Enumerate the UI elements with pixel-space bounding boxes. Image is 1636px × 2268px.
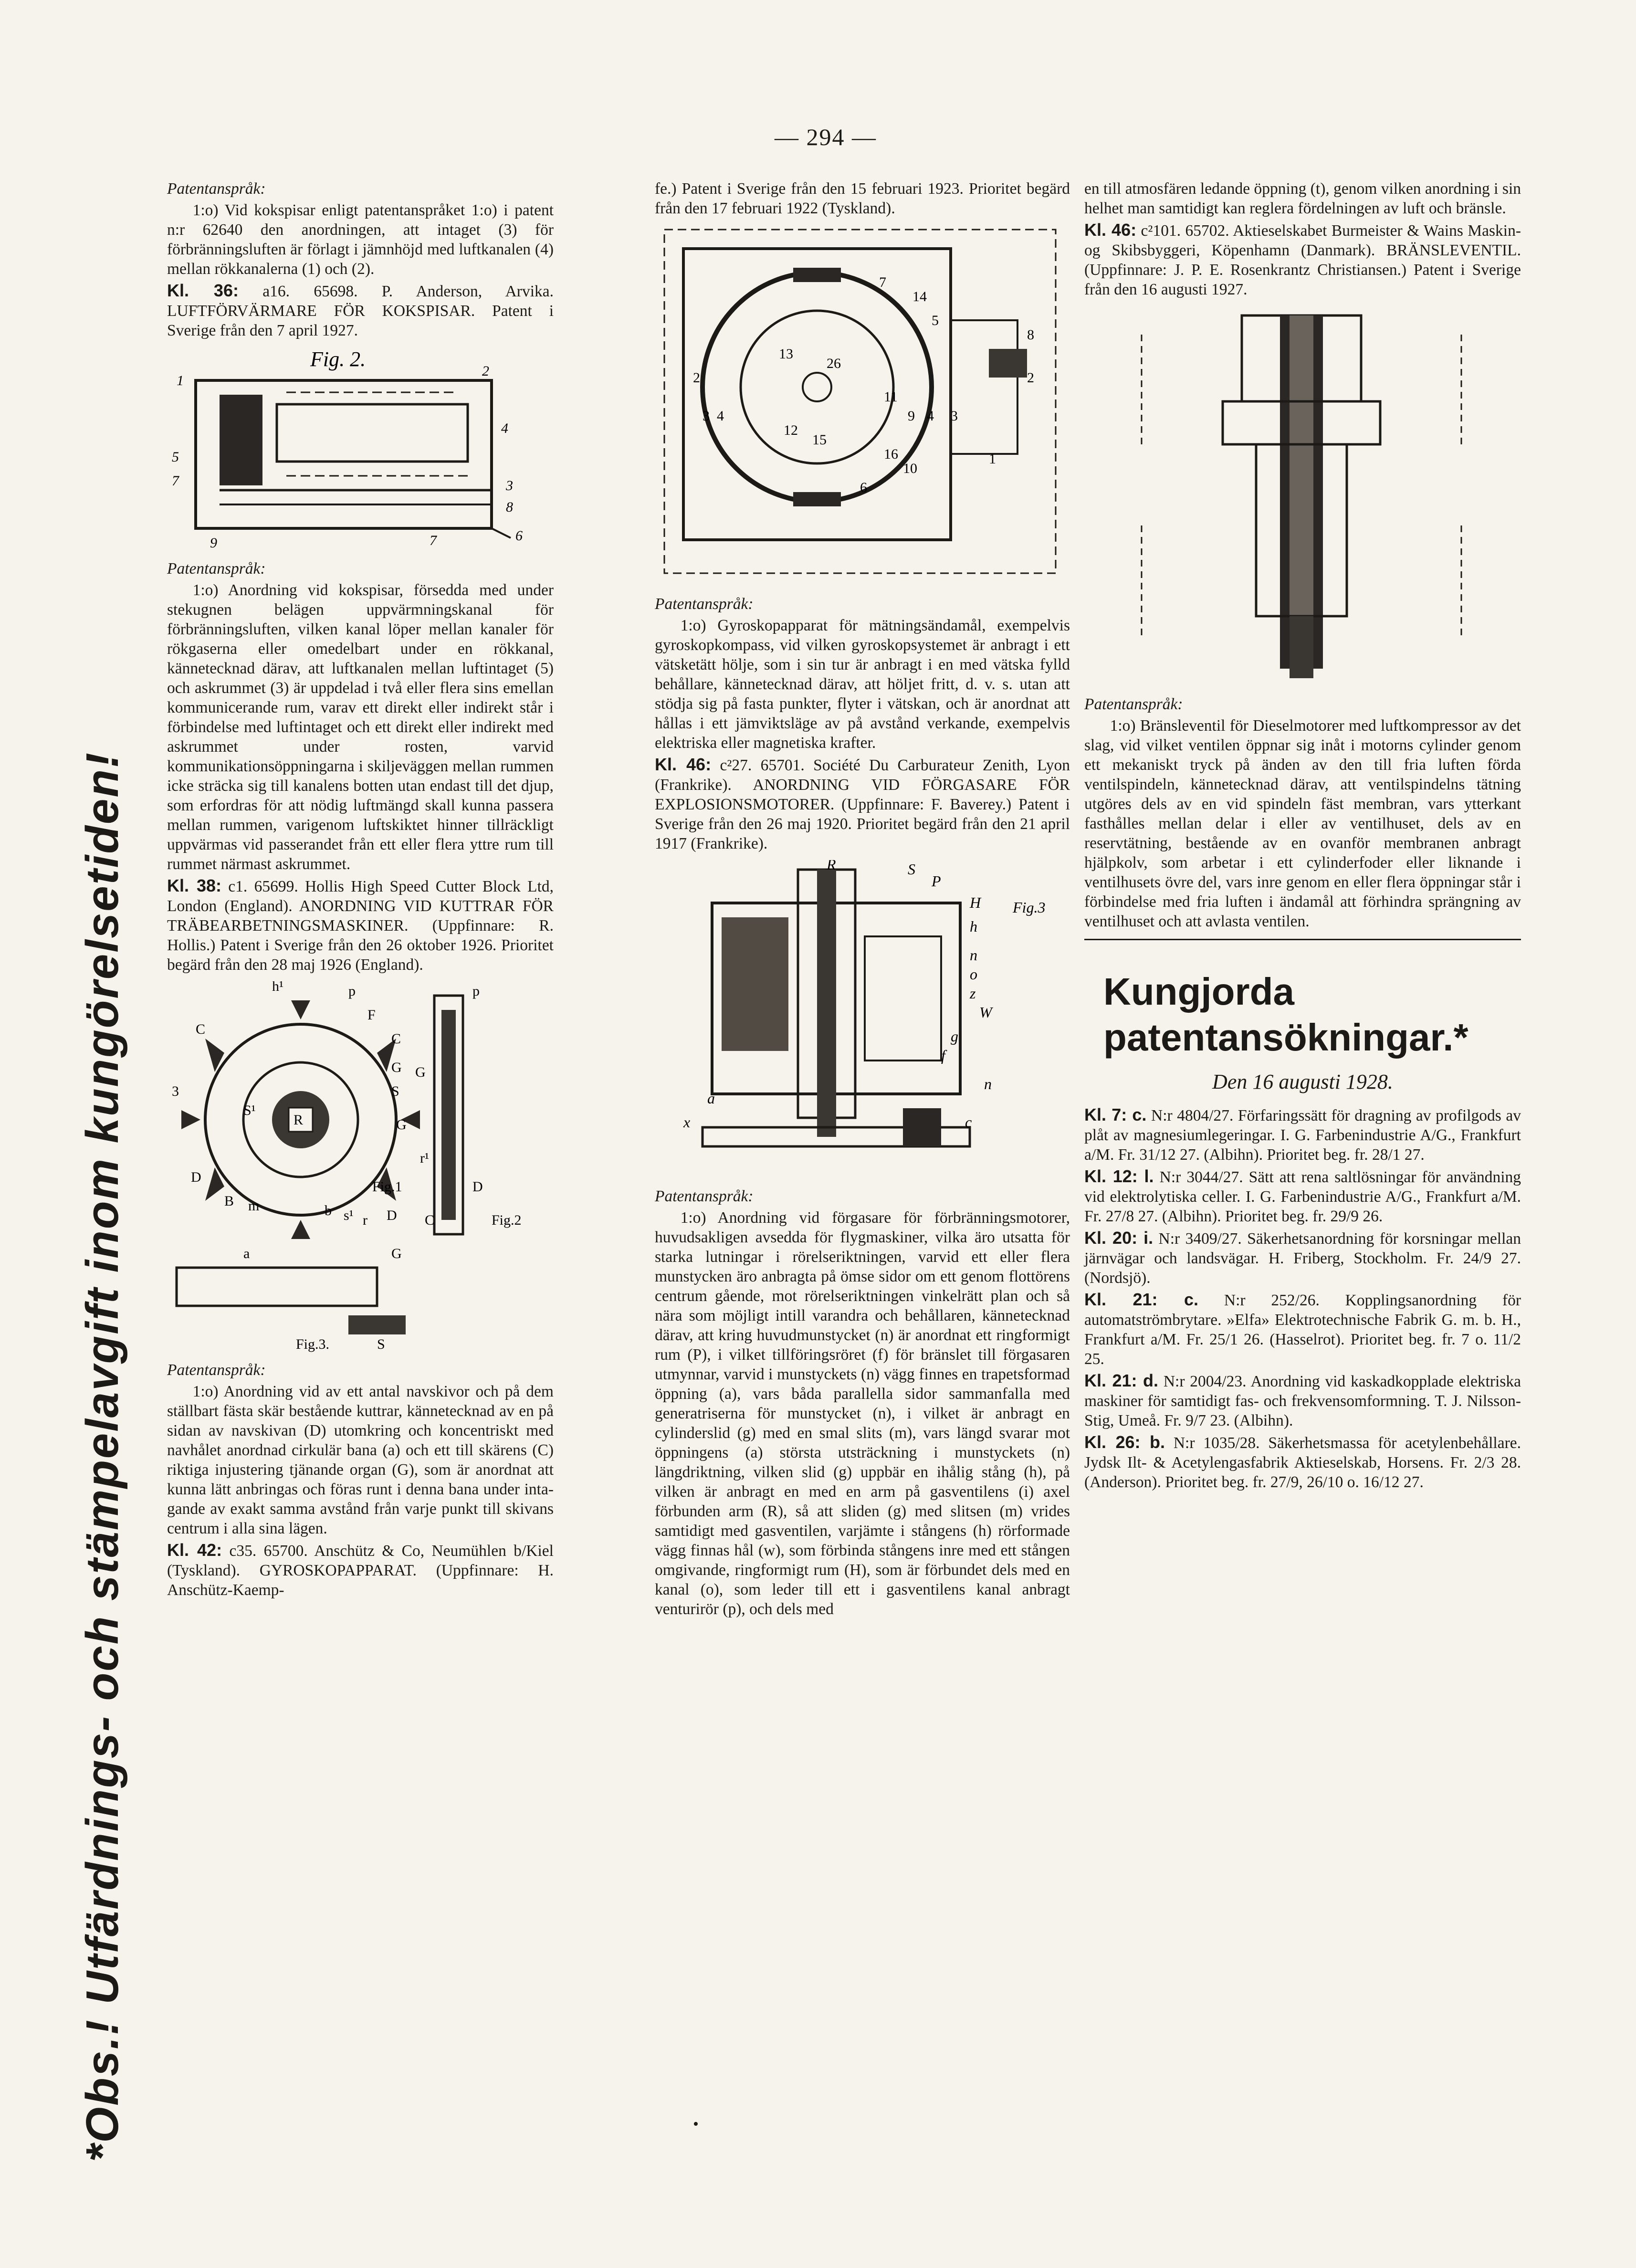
fig-label: 8	[506, 499, 513, 515]
fig-label: b	[325, 1203, 332, 1218]
entry-text: c²101. 65702. Aktieselskabet Burmeister & Wains Maskin- og Skibsbyggeri, Köpenhamn (Danmark). BRÄNSLEVENTIL. (Uppfinnare: J. P. E. Rosenkrantz Christiansen.) Patent i Sverige från den 16 augusti 1927.	[1084, 222, 1521, 298]
patent-entry-38	[167, 876, 554, 975]
page-number: — 294 —	[775, 124, 877, 150]
entry-text: c1. 65699. Hollis High Speed Cutter Block Ltd, London (England). ANORDNING VID KUTTRAR FÖR TRÄBEARBETNINGSMASKINER. (Uppfinnare: R. Hollis.) Patent i Sverige från den 26 oktober 1926. Prioritet begärd från den 28 maj 1926 (England).	[167, 878, 554, 974]
fig-label: h	[970, 918, 977, 935]
fig-label: 3	[703, 408, 710, 424]
application-text: N:r 3409/27. Säkerhetsanordning för korsningar mellan järnvägar och landsvägar. H. Friberg, Stockholm. Fr. 24/9 27. (Nordsjö).	[1084, 1230, 1521, 1287]
fig-label: C	[425, 1212, 435, 1228]
fig-label: Fig.1	[372, 1179, 402, 1195]
fig-label: x	[683, 1113, 691, 1131]
fig-label: 12	[784, 422, 798, 438]
fig-label: 1	[989, 451, 996, 467]
application-item	[1084, 1371, 1521, 1430]
fig-label: 5	[172, 449, 179, 465]
figure-carburettor	[655, 860, 1070, 1180]
fig-label: h¹	[272, 981, 283, 994]
fig-label: z	[970, 985, 976, 1002]
fig-label: 3	[506, 478, 513, 494]
fig-label: 9	[908, 408, 915, 424]
section-divider	[1084, 939, 1521, 940]
application-text: N:r 2004/23. Anordning vid kaskadkopplade elektriska maskiner för samtidigt fas- och frekvensomformning. T. J. Nilsson-Stig, Umeå. Fr. 9/7 23. (Albihn).	[1084, 1373, 1521, 1429]
class-label: Kl. 21: d.	[1084, 1371, 1158, 1390]
claim-heading: Patentanspråk:	[167, 180, 266, 198]
sidebar	[26, 115, 126, 2167]
fig-label: 6	[515, 528, 523, 544]
figure-fuel-valve	[1084, 306, 1521, 688]
fig-label: 7	[172, 473, 179, 489]
fig-label: a	[707, 1090, 715, 1107]
fig-label: 4	[501, 420, 508, 436]
fig-label: 8	[1027, 327, 1034, 343]
application-item	[1084, 1105, 1521, 1165]
claim-heading: Patentanspråk:	[167, 1361, 266, 1379]
fig-label: P	[932, 872, 941, 890]
class-label: Kl. 7: c.	[1084, 1105, 1147, 1124]
fig-label: S	[391, 1083, 399, 1099]
fig-label: S	[377, 1336, 385, 1352]
claim-text: 1:o) Vid kokspisar enligt patentanspråket 1:o) i patent n:r 62640 den anordningen, att intaget (3) för förbränningsluften är förlagt i jämnhöjd med luftkanalen (4) mellan rökkanalerna (1) och (2).	[167, 201, 554, 278]
class-label: Kl. 46:	[1084, 220, 1137, 240]
class-label: Kl. 42:	[167, 1540, 222, 1560]
patent-entry-46	[655, 755, 1070, 853]
class-label: Kl. 36:	[167, 281, 239, 300]
fig-label: C	[391, 1031, 401, 1047]
fig-label: 13	[779, 346, 793, 362]
fig-label: r¹	[420, 1150, 429, 1166]
fig-label: g	[951, 1028, 958, 1045]
patent-entry-42	[167, 1540, 554, 1600]
class-label: Kl. 26: b.	[1084, 1432, 1165, 1452]
fig-label: n	[970, 946, 977, 964]
fig-label: 10	[903, 461, 917, 476]
application-item	[1084, 1290, 1521, 1369]
class-label: Kl. 46:	[655, 755, 712, 774]
fig-label: S¹	[243, 1102, 256, 1118]
figure-air-heater	[167, 347, 554, 552]
fig-label: D	[387, 1208, 397, 1223]
claim-text: 1:o) Bränsleventil för Dieselmotorer med luftkompressor av det slag, vid vilket ventilen öppnar sig inåt i motorns cylinder genom ett mekaniskt tryck på änden av den till fria luften förda ventilspindeln, kännetecknad därav, att ventilspindelns tätning utgöres dels av en vid spindeln fäst membran, vars ytterkant fasthålles mellan delar i eller av ventilhuset, dels av en reservtätning, bestående av en ovanför membranen anbragt hjälpkolv, som arbetar i ett cylinderfoder eller liknande i ventilhusets övre del, vars inre genom en eller flera öppningar står i förbindelse med fria luften i ändamål att förhindra sprängning av ventilhuset och att avlasta ventilen.	[1084, 717, 1521, 930]
fig-label: f	[941, 1047, 945, 1064]
fig-label: 6	[860, 480, 867, 495]
fig-label: Fig.3.	[296, 1336, 330, 1352]
fig-label: G	[391, 1246, 402, 1261]
claim-heading: Patentanspråk:	[1084, 695, 1183, 713]
figure-cutter	[167, 981, 554, 1354]
fig-label: p	[348, 983, 356, 999]
fig-label: 2	[482, 363, 489, 379]
figure-gyroscope	[655, 225, 1070, 588]
claim-text: 1:o) Anordning vid av ett antal navskivor och på dem ställbart fästa skär bestående kuttrar, kännetecknad av en på sidan av navskivan (D) utomkring och koncentriskt med navhålet anordnad cirkulär bana (a) och ett till skärens (C) riktiga injustering tjänande organ (G), som är anordnat att kunna lätt anbringas och föras runt i denna bana under intagande av exakt samma avstånd från varje punkt till skivans centrum i alla sina lägen.	[167, 1383, 554, 1537]
sidebar-notice: *Obs.! Utfärdnings- och stämpelavgift inom kungörelsetiden!	[77, 751, 128, 2162]
fig-label: 3	[951, 408, 958, 424]
fig-label: S	[908, 861, 915, 878]
fig-label: a	[243, 1246, 250, 1261]
fig-label: 1	[177, 373, 184, 388]
continued-text: fe.) Patent i Sverige från den 15 februari 1923. Prioritet begärd från den 17 februari 1922 (Tyskland).	[655, 180, 1070, 217]
fig-label: m	[248, 1198, 260, 1214]
claim-heading: Patentanspråk:	[655, 1187, 754, 1205]
application-text: N:r 4804/27. Förfaringssätt för dragning av profilgods av plåt av magnesiumlegeringar. I. G. Farbenindustrie A/G., Frankfurt a/M. Fr. 31/12 27. (Albihn). Prioritet beg. fr. 28/1 27.	[1084, 1107, 1521, 1164]
fig-label: 26	[827, 356, 841, 371]
fig-label: R	[827, 860, 836, 873]
fig-label: R	[294, 1112, 304, 1128]
fig-label: 4	[717, 408, 724, 424]
footer-mark: •	[693, 2115, 699, 2133]
fig-label: 11	[884, 389, 898, 405]
fig-label: B	[224, 1193, 234, 1209]
fig-label: r	[363, 1212, 367, 1228]
fig-label: 9	[210, 535, 217, 551]
entry-text: c35. 65700. Anschütz & Co, Neumühlen b/Kiel (Tyskland). GYROSKOPAPPARAT. (Uppfinnare: H. Anschütz-Kaemp-	[167, 1542, 554, 1599]
fig-label: W	[979, 1004, 992, 1021]
patent-entry-46b	[1084, 220, 1521, 299]
fig-label: 16	[884, 446, 898, 462]
patent-entry-36	[167, 281, 554, 340]
fig-label: 3	[172, 1083, 179, 1099]
application-text: N:r 3044/27. Sätt att rena saltlösningar för användning vid elektrolytiska celler. I. G. Farbenindustrie A/G., Frankfurt a/M. Fr. 27/8 27. (Albihn). Prioritet beg. fr. 29/9 26.	[1084, 1168, 1521, 1225]
continued-text: en till atmosfären ledande öppning (t), genom vilken anordning i sin helhet man samtidigt kan reglera fördelningen av luft och bränsle.	[1084, 180, 1521, 217]
fig-label: D	[191, 1169, 201, 1185]
application-item	[1084, 1432, 1521, 1492]
fig-label: o	[970, 966, 977, 983]
fig-label: G	[396, 1117, 407, 1133]
application-text: N:r 252/26. Kopplingsanordning för automatströmbrytare. »Elfa» Elektrotechnische Fabrik G. m. b. H., Frankfurt a/M. Fr. 25/1 26. (Hasselrot). Prioritet beg. fr. 7 o. 11/2 25.	[1084, 1292, 1521, 1368]
fig-label: Fig.2	[492, 1212, 522, 1228]
fig-label: 15	[812, 432, 827, 448]
application-text: N:r 1035/28. Säkerhetsmassa för acetylenbehållare. Jydsk Ilt- & Acetylengasfabrik Aktieselskab, Horsens. Fr. 2/3 28. (Anderson). Prioritet beg. fr. 27/9, 26/10 o. 16/12 27.	[1084, 1434, 1521, 1491]
claim-text: 1:o) Anordning vid kokspisar, försedda med under stekugnen belägen uppvärmningskanal för förbränningsluften, vilken kanal löper mellan kanaler för rökgaserna eller omedelbart under en rökkanal, kännetecknad därav, att luftkanalen mellan luftintaget (5) och askrummet (3) är uppdelad i två eller flera sins emellan kommunicerande rum, varav ett direkt eller indirekt står i förbindelse med luftintaget och ett direkt eller indirekt med askrummet under rosten, varvid kommunikationsöppningarna i skiljeväggen mellan rummen icke sträcka sig till kanalens botten utan endast till det djup, som erfordras för att nödig luftmängd skall kunna passera mellan rummen, varigenom luftskiktet hinner tillräckligt uppvärmas vid passerandet från ett eller flera yttre rum till rummet närmast askrummet.	[167, 581, 554, 873]
claim-text: 1:o) Gyroskopapparat för mätningsändamål, exempelvis gyroskopkompass, vid vilken gyroskopsystemet är anbragt i ett vätsketätt hölje, som i sin tur är anbragt i en med vätska fylld behållare, kännetecknad därav, att höljet fritt, d. v. s. utan att stödja sig på fasta punkter, flyter i vätskan, och är anordnat att hållas i ett jämviktsläge av på avstånd verkande, exempelvis elektriska eller magnetiska krafter.	[655, 617, 1070, 752]
fig-label: H	[970, 894, 981, 911]
class-label: Kl. 38:	[167, 876, 221, 895]
fig-label: C	[196, 1021, 206, 1037]
fig-label: D	[472, 1179, 483, 1195]
fig-label: p	[472, 983, 480, 999]
fig-label: s¹	[344, 1208, 354, 1223]
claim-heading: Patentanspråk:	[655, 595, 754, 613]
claim-text: 1:o) Anordning vid förgasare för förbränningsmotorer, huvudsakligen avsedda för flygmaskiner, vilka äro utsatta för starka lutningar i rörelseriktningen, varvid ett eller flera munstycken äro anbragta på ömse sidor om ett genom flottörens centrum gående, mot rörelseriktningen vinkelrätt plan och så nära som möjligt intill varandra och behållaren, kännetecknad därav, att kring huvudmunstycket (n) är anordnat ett ringformigt rum (P), i vilket tillföringsröret (f) för bränslet till förgasaren utmynnar, varvid i munstyckets (n) vägg finnes en trapetsformad öppning (a), vars båda parallella sidor sammanfalla med generatriserna för munstycket (n), i vilket är anbragt en cylinderslid (g) med en smal slits (m), vars längd svarar mot öppningens (a) största utsträckning i munstyckets (n) längdriktning, vilken slid (g) uppbär en ihålig stång (h), på vilken är anbragt en med en arm på gasventilens (i) axel förbunden arm (R), så att sliden (g) med slitsen (m) vrides samtidigt med gasventilen, varjämte i stångens (h) rörformade vägg finnas hål (w), som förbinda stångens inre med ett stången omgivande, ringformigt rum (H), som är förbundet dels med en kanal (o), som leder till ett i gasventilens kanal anbragt venturirör (p), och dels med	[655, 1209, 1070, 1618]
class-label: Kl. 12: l.	[1084, 1166, 1154, 1186]
column-1	[167, 179, 554, 1602]
fig-label: c	[965, 1113, 972, 1131]
fig-label: n	[984, 1075, 992, 1092]
application-list	[1084, 1105, 1521, 1492]
application-item	[1084, 1166, 1521, 1226]
fig-label: 5	[932, 313, 939, 328]
fig-label: 4	[927, 408, 934, 424]
class-label: Kl. 20: i.	[1084, 1228, 1154, 1248]
entry-text: a16. 65698. P. Anderson, Arvika. LUFTFÖRVÄRMARE FÖR KOKSPISAR. Patent i Sverige från den 7 april 1927.	[167, 283, 554, 339]
section-title: Kungjorda patentansökningar.*	[1103, 970, 1468, 1059]
figure-caption: Fig. 2.	[310, 347, 366, 371]
class-label: Kl. 21: c.	[1084, 1290, 1199, 1309]
fig-label: F	[367, 1007, 376, 1023]
fig-label: 7	[430, 533, 437, 548]
section-date: Den 16 augusti 1928.	[1212, 1070, 1393, 1093]
entry-text: c²27. 65701. Société Du Carburateur Zenith, Lyon (Frankrike). ANORDNING VID FÖRGASARE FÖR EXPLOSIONSMOTORER. (Uppfinnare: F. Baverey.) Patent i Sverige från den 26 maj 1920. Prioritet begärd från den 21 april 1917 (Frankrike).	[655, 756, 1070, 852]
column-2	[655, 179, 1070, 1621]
fig-label: Fig.3	[1013, 899, 1046, 916]
claim-heading: Patentanspråk:	[167, 560, 266, 578]
fig-label: 7	[879, 274, 886, 290]
column-3	[1084, 179, 1521, 1494]
fig-label: G	[391, 1060, 402, 1075]
fig-label: 14	[912, 289, 927, 304]
fig-label: 2	[693, 370, 700, 386]
fig-label: G	[415, 1064, 426, 1080]
fig-label: 2	[1027, 370, 1034, 386]
application-item	[1084, 1228, 1521, 1288]
